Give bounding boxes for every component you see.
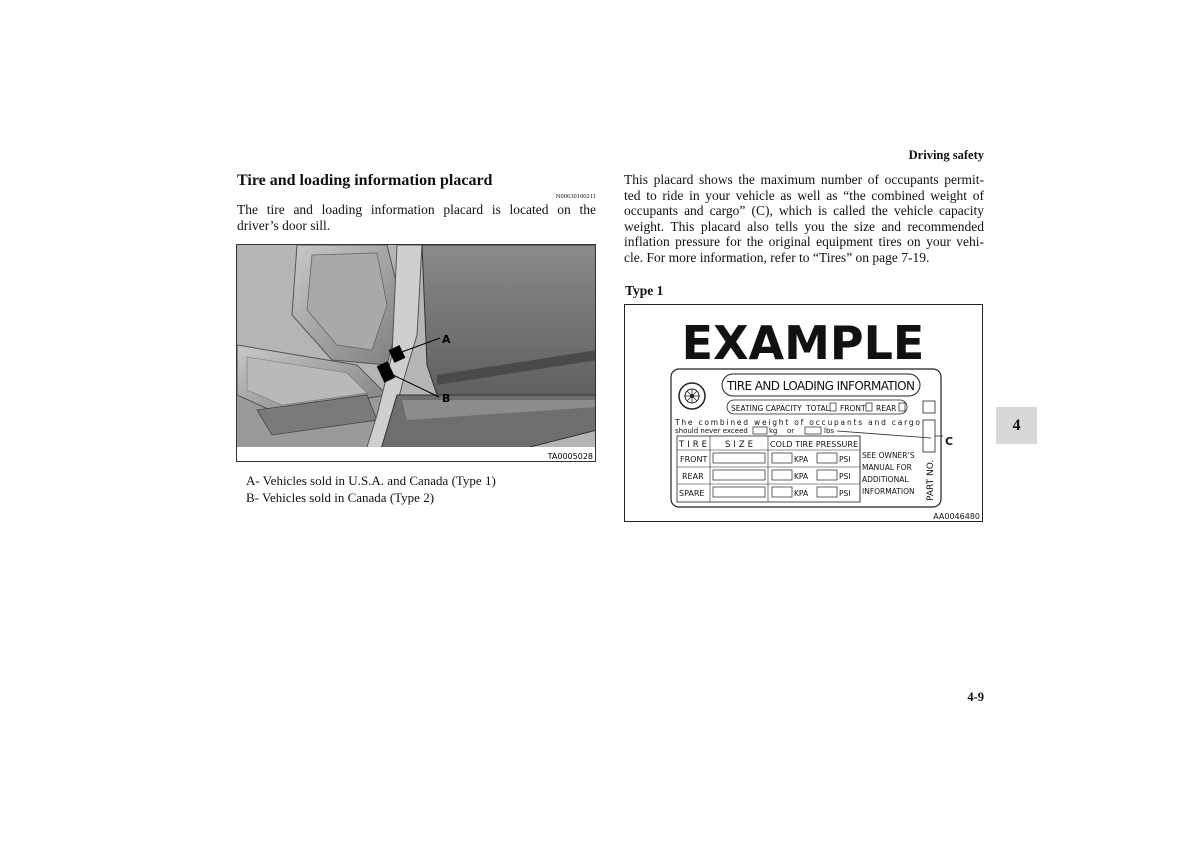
- psi-front: PSI: [839, 455, 851, 464]
- photo-label-a: A: [442, 333, 451, 346]
- row-rear: REAR: [682, 472, 704, 481]
- description-line: This placard shows the maximum number of occupants permit-: [624, 172, 984, 187]
- photo-caption: TA0005028: [547, 452, 593, 461]
- legend-item-b: B- Vehicles sold in Canada (Type 2): [246, 490, 435, 505]
- seating-capacity-label: SEATING CAPACITY: [731, 404, 802, 413]
- row-front: FRONT: [680, 455, 708, 464]
- kpa-front: KPA: [794, 455, 809, 464]
- owners-manual-line: INFORMATION: [862, 487, 915, 496]
- photo-label-b: B: [442, 392, 451, 405]
- chapter-tab: 4: [996, 407, 1037, 444]
- or-label: or: [787, 427, 795, 435]
- kg-label: kg: [769, 427, 778, 435]
- running-header: Driving safety: [908, 148, 984, 162]
- photo-legend: [246, 472, 496, 506]
- owners-manual-line: ADDITIONAL: [862, 475, 909, 484]
- placard-description: [624, 172, 984, 266]
- part-number-label: PART NO.: [926, 459, 936, 501]
- never-exceed-label: should never exceed: [675, 427, 748, 435]
- owners-manual-line: SEE OWNER’S: [862, 451, 915, 460]
- owners-manual-line: MANUAL FOR: [862, 463, 912, 472]
- kpa-spare: KPA: [794, 489, 809, 498]
- page-number: 4-9: [967, 690, 984, 704]
- psi-spare: PSI: [839, 489, 851, 498]
- placard-figure: [624, 304, 983, 522]
- col-pressure: COLD TIRE PRESSURE: [770, 440, 858, 449]
- callout-c: C: [945, 435, 954, 448]
- tire-icon: [679, 383, 705, 409]
- description-line: cle. For more information, refer to “Tires” on page 7-19.: [624, 249, 930, 265]
- seating-rear-label: REAR: [876, 404, 897, 413]
- door-sill-photo: [236, 244, 596, 462]
- lbs-label: lbs: [824, 427, 835, 435]
- figure-caption: AA0046480: [933, 512, 980, 521]
- description-line: weight. This placard also tells you the size and recommended: [624, 218, 984, 234]
- intro-line: The tire and loading information placard is located on the: [237, 202, 596, 217]
- intro-paragraph: [237, 202, 596, 234]
- combined-weight-line: The combined weight of occupants and cargo: [675, 418, 920, 427]
- kpa-rear: KPA: [794, 472, 809, 481]
- seating-total-label: TOTAL: [806, 404, 830, 413]
- psi-rear: PSI: [839, 472, 851, 481]
- placard-title: TIRE AND LOADING INFORMATION: [727, 379, 915, 393]
- legend-item-a: A- Vehicles sold in U.S.A. and Canada (Type 1): [246, 473, 496, 488]
- section-code: N00630100211: [555, 193, 596, 200]
- col-tire: TIRE: [679, 440, 707, 450]
- row-spare: SPARE: [679, 489, 705, 498]
- intro-line: driver’s door sill.: [237, 218, 331, 233]
- example-heading: EXAMPLE: [681, 316, 925, 370]
- type-label: Type 1: [625, 283, 664, 298]
- description-line: inflation pressure for the original equipment tires on your vehi-: [624, 234, 984, 250]
- description-line: occupants and cargo” (C), which is called the vehicle capacity: [624, 203, 984, 219]
- col-size: SIZE: [725, 440, 753, 450]
- description-line: ted to ride in your vehicle as well as “the combined weight of: [624, 187, 984, 203]
- seating-front-label: FRONT: [840, 404, 866, 413]
- section-title: Tire and loading information placard: [237, 172, 493, 189]
